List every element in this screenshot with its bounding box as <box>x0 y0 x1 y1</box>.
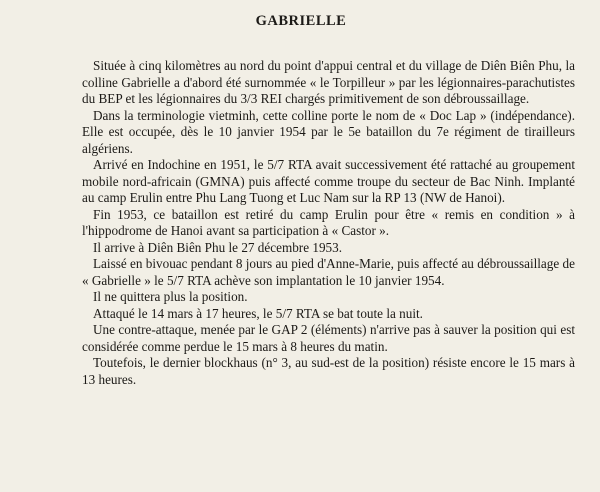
paragraph-5: Il arrive à Diên Biên Phu le 27 décembre 1953. <box>93 239 343 255</box>
paragraph-4: Fin 1953, ce bataillon est retiré du camp Erulin pour être « remis en condition » à l'hippodrome de Hanoi avant sa participation à « Castor ». <box>82 206 575 238</box>
paragraph-8: Attaqué le 14 mars à 17 heures, le 5/7 RTA se bat toute la nuit. <box>93 305 423 321</box>
paragraph-9: Une contre-attaque, menée par le GAP 2 (éléments) n'arrive pas à sauver la position qui est considérée comme perdue le 15 mars à 8 heures du matin. <box>82 322 575 354</box>
paragraph-6: Laissé en bivouac pendant 8 jours au pied d'Anne-Marie, puis affecté au débroussaillage de « Gabrielle » le 5/7 RTA achève son implantation le 10 janvier 1954. <box>82 256 575 288</box>
paragraph-1: Située à cinq kilomètres au nord du point d'appui central et du village de Diên Biên Phu, la colline Gabrielle a d'abord été surnommée « le Torpilleur » par les légionnaires-parachutistes du BEP et les légionnaires du 3/3 REI chargés primitivement de son débroussaillage. <box>82 58 575 106</box>
paragraph-3: Arrivé en Indochine en 1951, le 5/7 RTA avait successivement été rattaché au groupement mobile nord-africain (GMNA) puis affecté comme troupe du secteur de Bac Ninh. Implanté au camp Erulin entre Phu Lang Tuong et Luc Nam sur la RP 13 (NW de Hanoi). <box>82 157 575 205</box>
document-body <box>82 58 575 388</box>
paragraph-2: Dans la terminologie vietminh, cette colline porte le nom de « Doc Lap » (indépendance). Elle est occupée, dès le 10 janvier 1954 par le 5e bataillon du 7e régiment de tirailleurs algériens. <box>82 107 575 156</box>
paragraph-10: Toutefois, le dernier blockhaus (n° 3, au sud-est de la position) résiste encore le 15 mars à 13 heures. <box>82 355 575 387</box>
paragraph-7: Il ne quittera plus la position. <box>93 289 248 304</box>
page-title: GABRIELLE <box>255 13 347 29</box>
